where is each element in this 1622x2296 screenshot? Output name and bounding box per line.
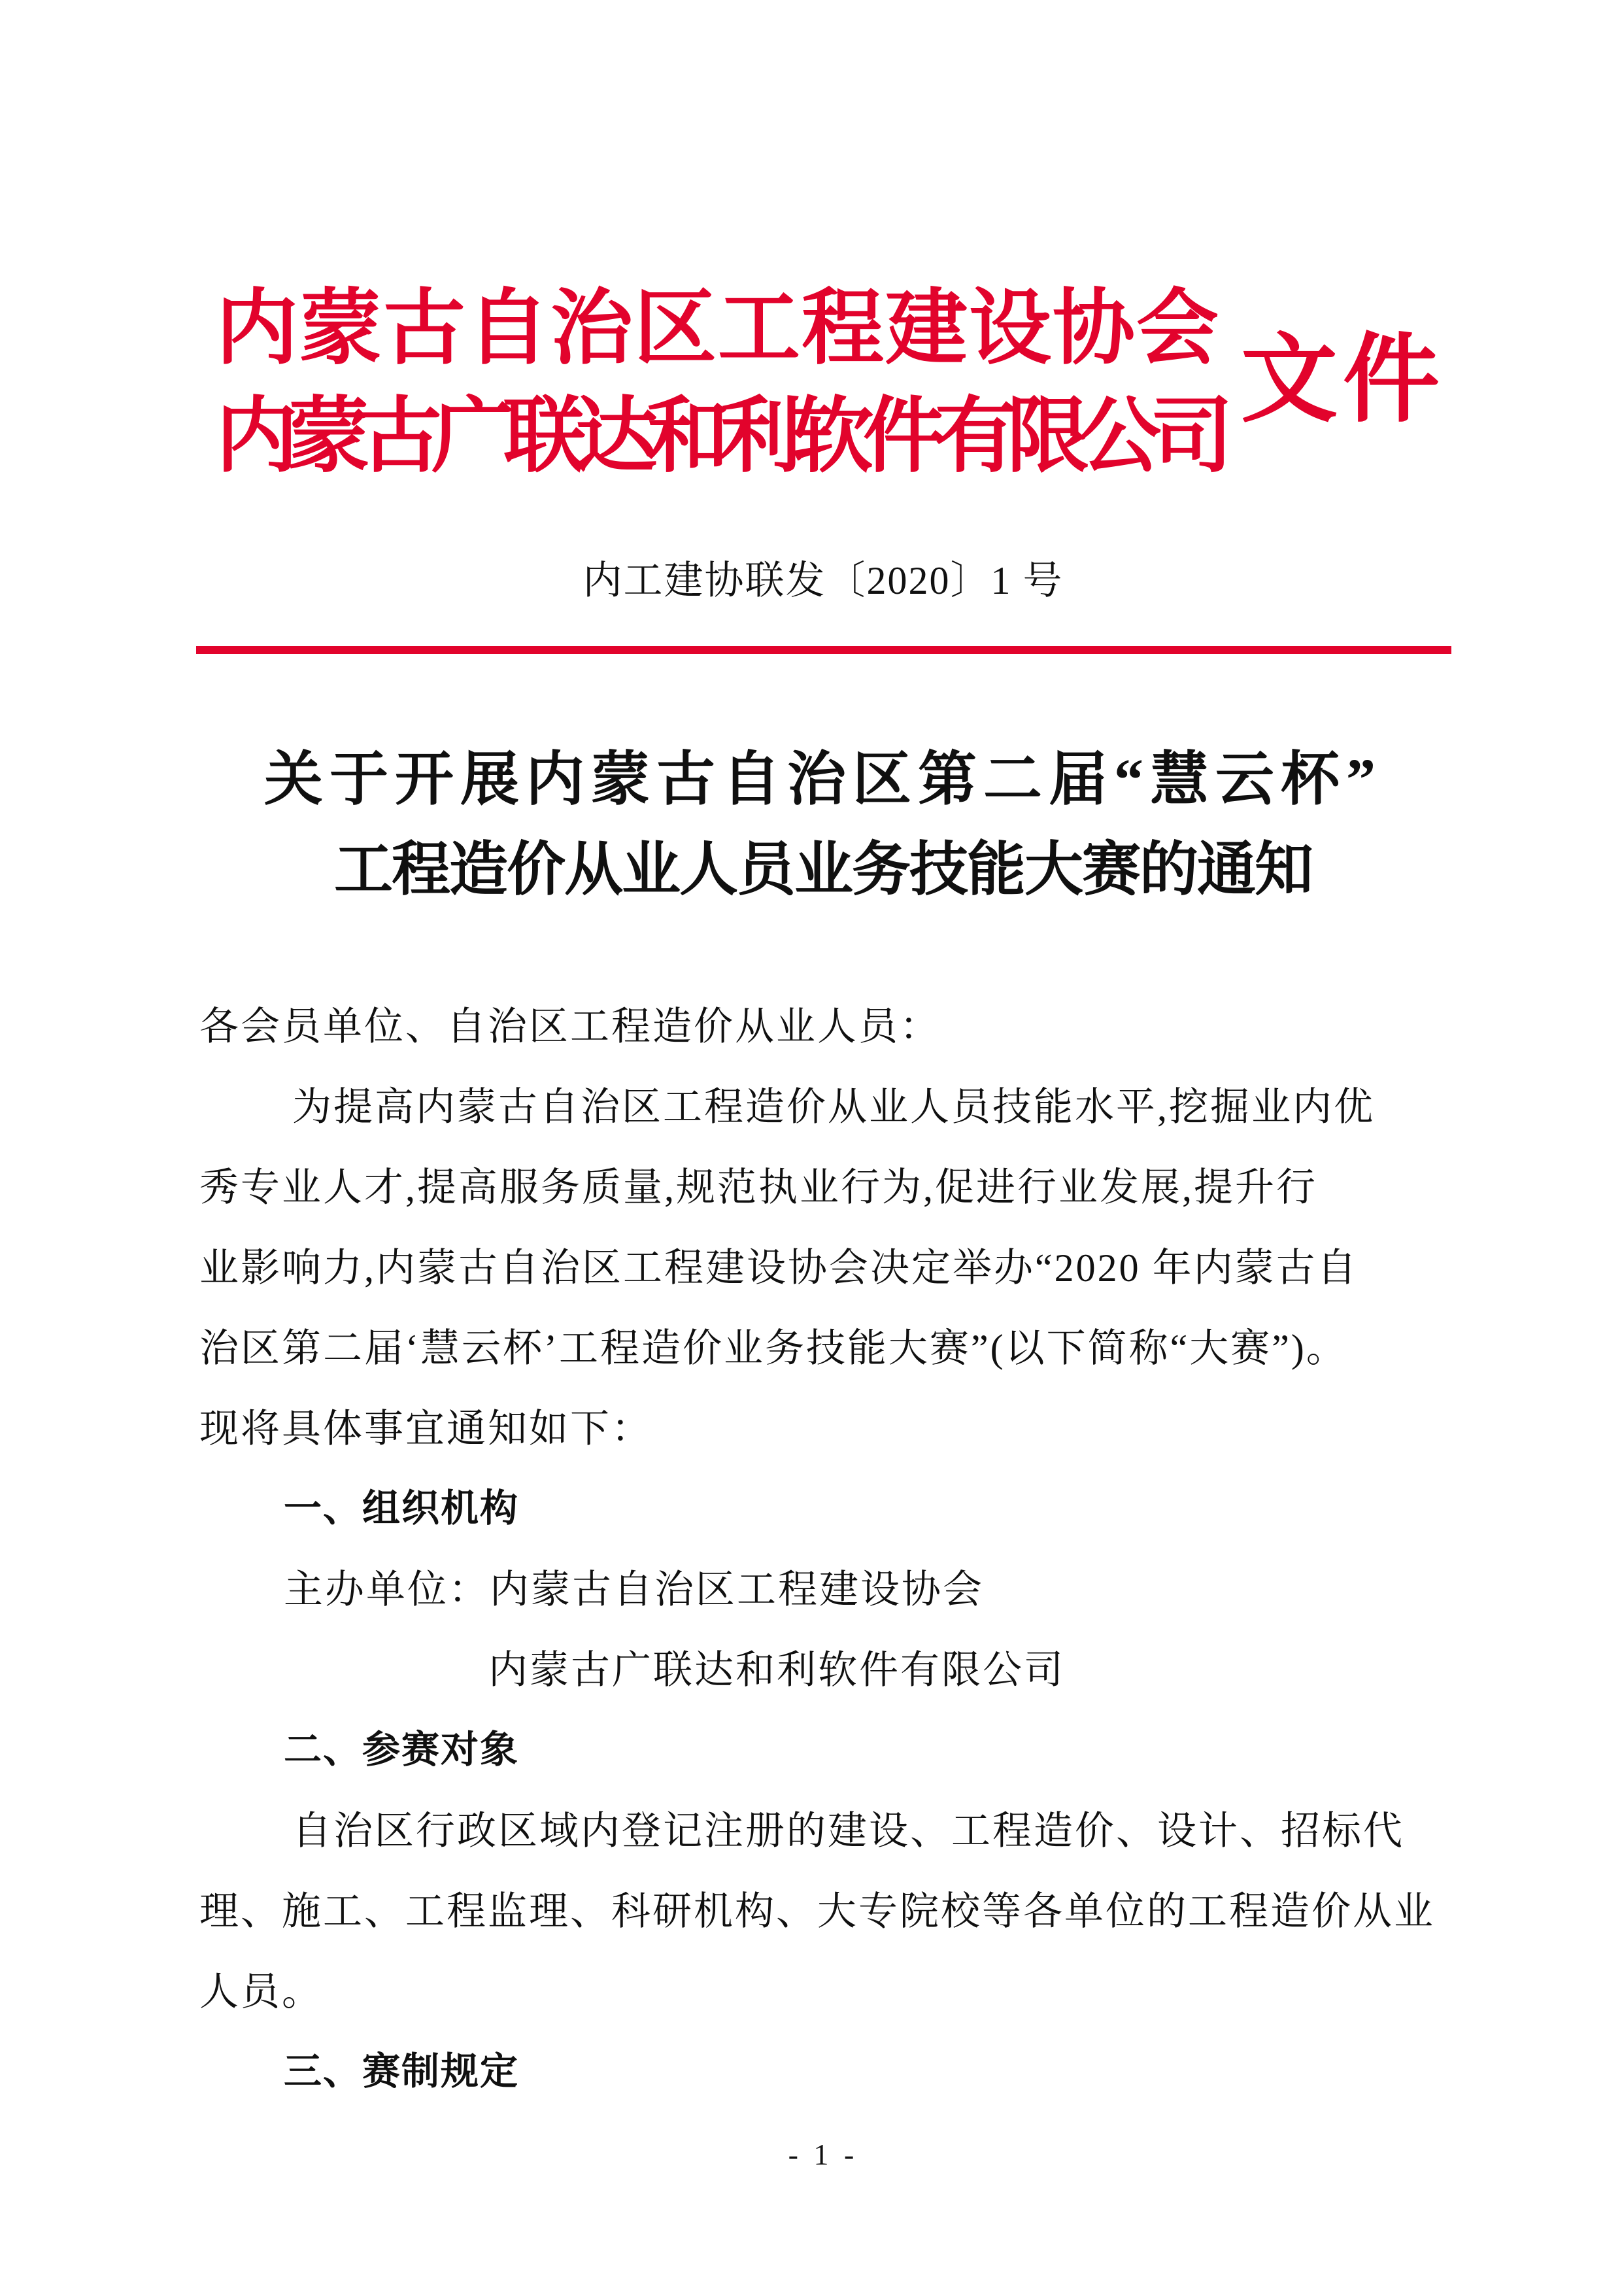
section-heading-2: 二、参赛对象 <box>284 1728 520 1771</box>
page-number: - 1 - <box>788 2138 858 2171</box>
body-line: 人员。 <box>199 1970 323 2013</box>
salutation-line: 各会员单位、自治区工程造价从业人员： <box>199 1005 941 1048</box>
red-divider-line <box>196 646 1451 654</box>
body-line: 为提高内蒙古自治区工程造价从业人员技能水平,挖掘业内优 <box>292 1086 1375 1129</box>
document-ref-number: 内工建协联发〔2020〕1 号 <box>583 559 1064 602</box>
body-line: 现将具体事宜通知如下： <box>199 1407 652 1450</box>
body-line: 业影响力,内蒙古自治区工程建设协会决定举办“2020 年内蒙古自 <box>199 1246 1359 1290</box>
letterhead-issuer-line-2: 内蒙古广联达和利软件有限公司 <box>216 392 1223 483</box>
body-line: 理、施工、工程监理、科研机构、大专院校等各单位的工程造价从业 <box>199 1890 1435 1933</box>
body-line: 治区第二届‘慧云杯’工程造价业务技能大赛”(以下简称“大赛”)。 <box>199 1327 1347 1370</box>
letterhead-issuer-line-1: 内蒙古自治区工程建设协会 <box>216 284 1220 375</box>
document-title-line-1: 关于开展内蒙古自治区第二届“慧云杯” <box>264 747 1382 812</box>
body-line: 秀专业人才,提高服务质量,规范执业行为,促进行业发展,提升行 <box>199 1166 1317 1209</box>
organizer-line: 主办单位：内蒙古自治区工程建设协会 <box>284 1568 984 1611</box>
section-heading-3: 三、赛制规定 <box>284 2050 520 2093</box>
organizer-line-2: 内蒙古广联达和利软件有限公司 <box>488 1649 1065 1692</box>
document-title-line-2: 工程造价从业人员业务技能大赛的通知 <box>334 838 1312 902</box>
body-line: 自治区行政区域内登记注册的建设、工程造价、设计、招标代 <box>292 1809 1404 1853</box>
section-heading-1: 一、组织机构 <box>284 1487 520 1530</box>
letterhead-doc-type-label: 文件 <box>1241 327 1445 434</box>
